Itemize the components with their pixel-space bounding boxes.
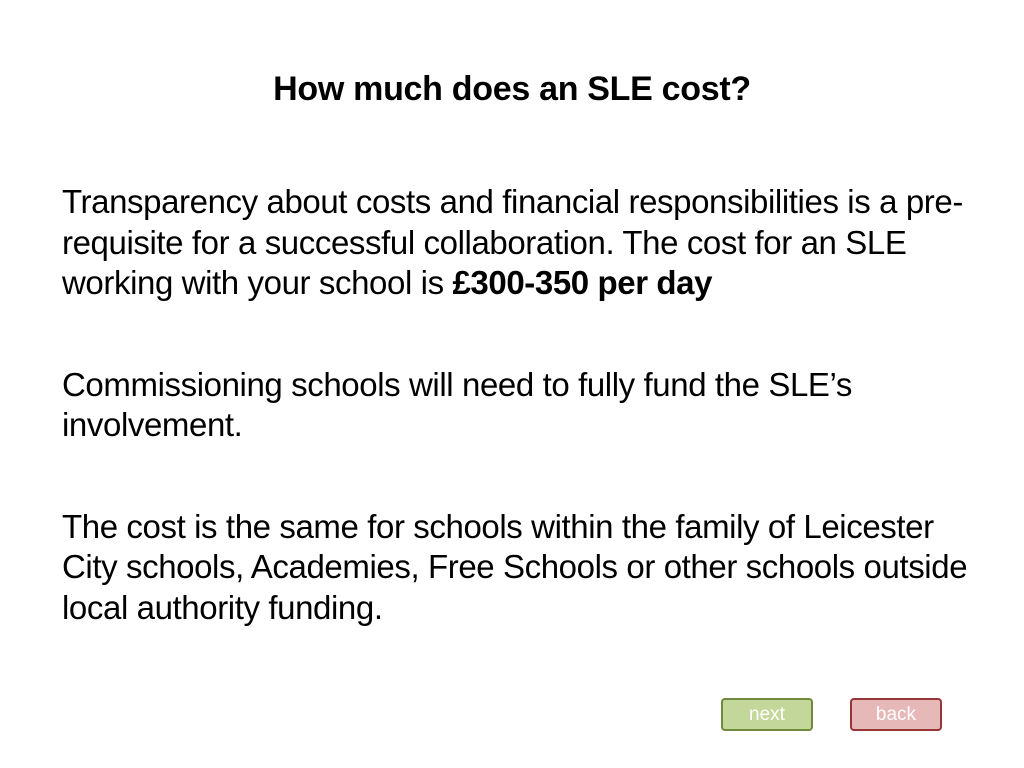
daily-cost: £300-350 per day bbox=[452, 264, 713, 301]
slide-title: How much does an SLE cost? bbox=[273, 70, 751, 108]
slide-body bbox=[62, 182, 982, 628]
back-button[interactable]: back bbox=[850, 698, 942, 731]
cost-paragraph-text: Transparency about costs and financial responsibilities is a pre-requisite for a successful collaboration. The cost for an SLE working with your school is bbox=[62, 183, 963, 301]
cost-paragraph bbox=[62, 182, 982, 304]
eligibility-paragraph: The cost is the same for schools within the family of Leicester City schools, Academies, Free Schools or other schools outside local authority funding. bbox=[62, 507, 968, 626]
next-button[interactable]: next bbox=[721, 698, 813, 731]
funding-paragraph: Commissioning schools will need to fully fund the SLE’s involvement. bbox=[62, 365, 852, 443]
